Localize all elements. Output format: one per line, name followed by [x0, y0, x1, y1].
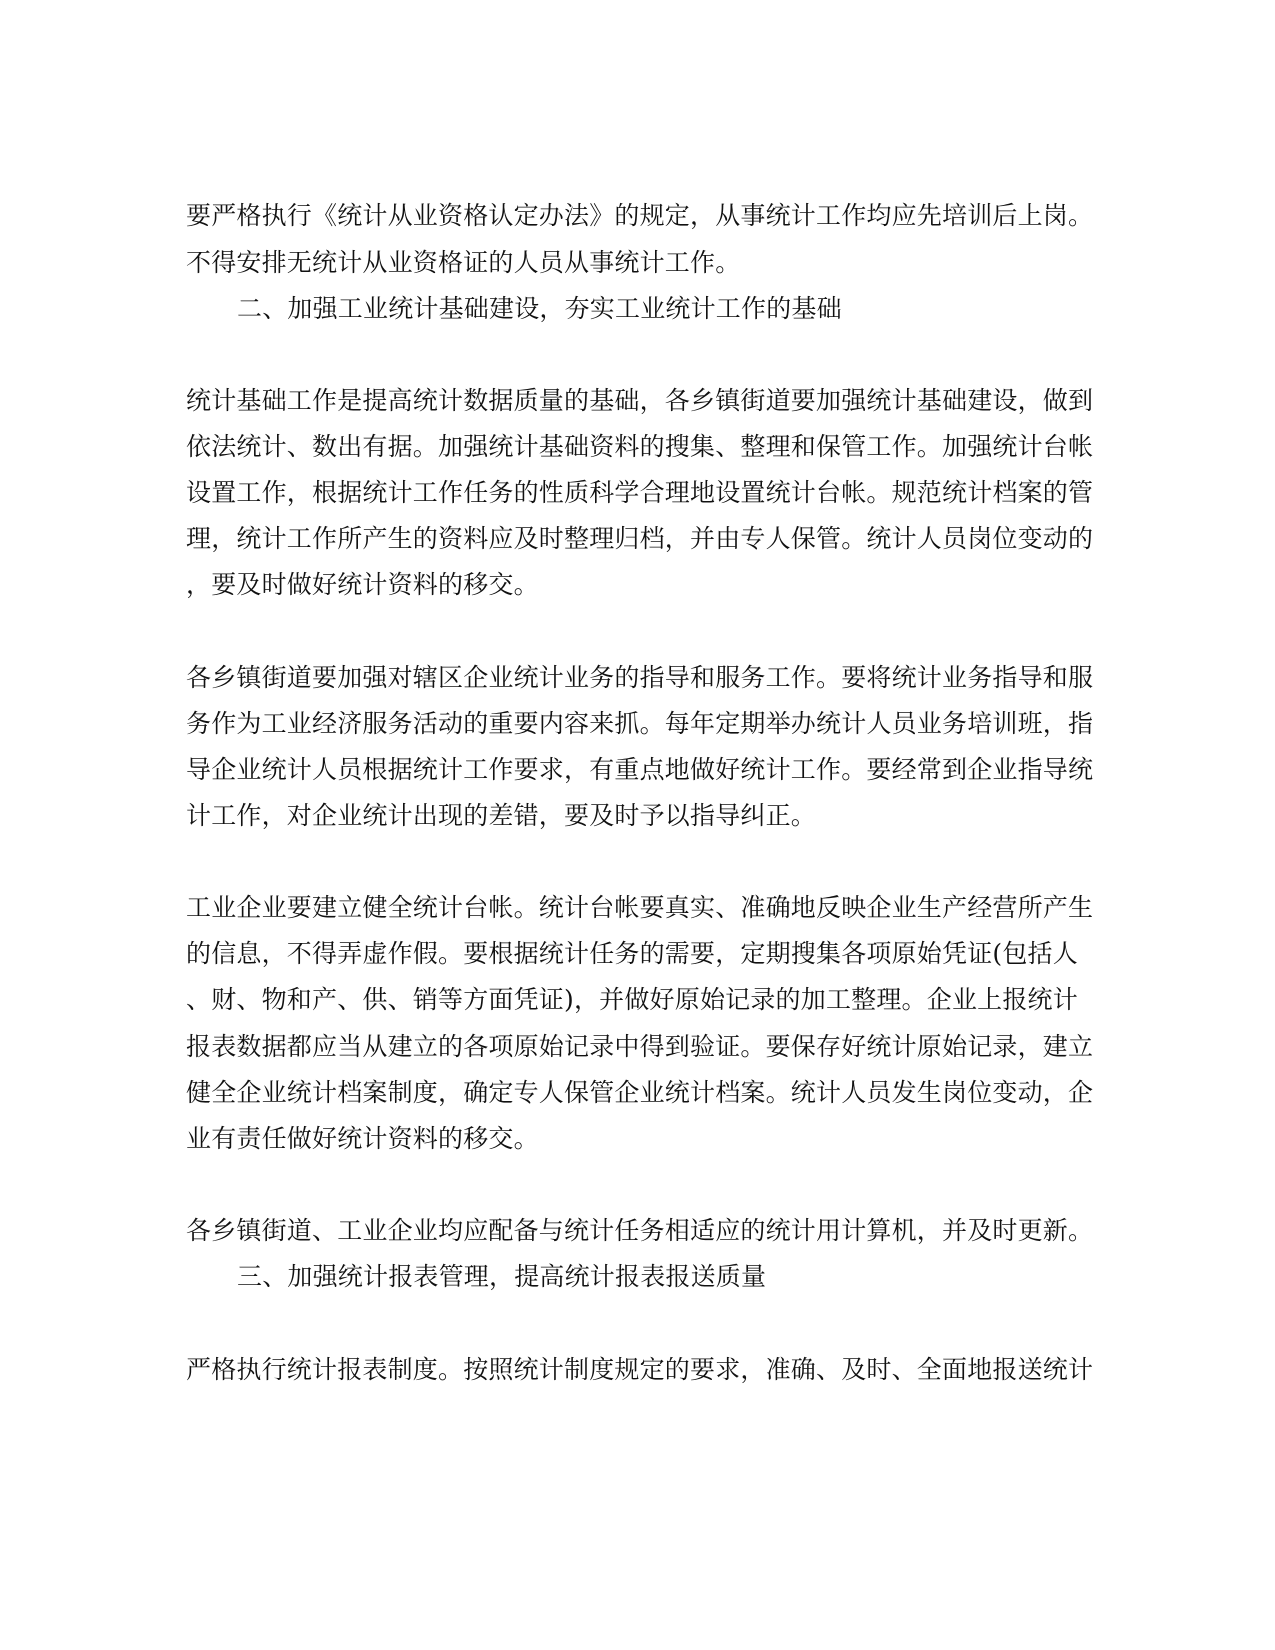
text-line: 各乡镇街道要加强对辖区企业统计业务的指导和服务工作。要将统计业务指导和服 — [186, 663, 1094, 692]
text-line: 理，统计工作所产生的资料应及时整理归档，并由专人保管。统计人员岗位变动的 — [186, 524, 1094, 553]
text-line: 报表数据都应当从建立的各项原始记录中得到验证。要保存好统计原始记录，建立 — [186, 1032, 1094, 1061]
section-heading: 三、加强统计报表管理，提高统计报表报送质量 — [237, 1262, 767, 1291]
text-line: 不得安排无统计从业资格证的人员从事统计工作。 — [186, 248, 741, 277]
text-line: 的信息，不得弄虚作假。要根据统计任务的需要，定期搜集各项原始凭证(包括人 — [186, 939, 1078, 968]
text-line: 严格执行统计报表制度。按照统计制度规定的要求，准确、及时、全面地报送统计 — [186, 1355, 1094, 1384]
text-line: ，要及时做好统计资料的移交。 — [186, 570, 539, 599]
section-heading: 二、加强工业统计基础建设，夯实工业统计工作的基础 — [237, 294, 842, 323]
text-line: 、财、物和产、供、销等方面凭证)，并做好原始记录的加工整理。企业上报统计 — [186, 985, 1078, 1014]
text-line: 计工作，对企业统计出现的差错，要及时予以指导纠正。 — [186, 801, 817, 830]
text-line: 各乡镇街道、工业企业均应配备与统计任务相适应的统计用计算机，并及时更新。 — [186, 1216, 1094, 1245]
text-line: 导企业统计人员根据统计工作要求，有重点地做好统计工作。要经常到企业指导统 — [186, 755, 1094, 784]
text-line: 依法统计、数出有据。加强统计基础资料的搜集、整理和保管工作。加强统计台帐 — [186, 432, 1094, 461]
text-line: 统计基础工作是提高统计数据质量的基础，各乡镇街道要加强统计基础建设，做到 — [186, 386, 1094, 415]
text-line: 要严格执行《统计从业资格认定办法》的规定，从事统计工作均应先培训后上岗。 — [186, 201, 1094, 230]
text-line: 业有责任做好统计资料的移交。 — [186, 1124, 539, 1153]
text-line: 工业企业要建立健全统计台帐。统计台帐要真实、准确地反映企业生产经营所产生 — [186, 893, 1094, 922]
text-line: 健全企业统计档案制度，确定专人保管企业统计档案。统计人员发生岗位变动，企 — [186, 1078, 1094, 1107]
text-line: 设置工作，根据统计工作任务的性质科学合理地设置统计台帐。规范统计档案的管 — [186, 478, 1094, 507]
text-line: 务作为工业经济服务活动的重要内容来抓。每年定期举办统计人员业务培训班，指 — [186, 709, 1094, 738]
